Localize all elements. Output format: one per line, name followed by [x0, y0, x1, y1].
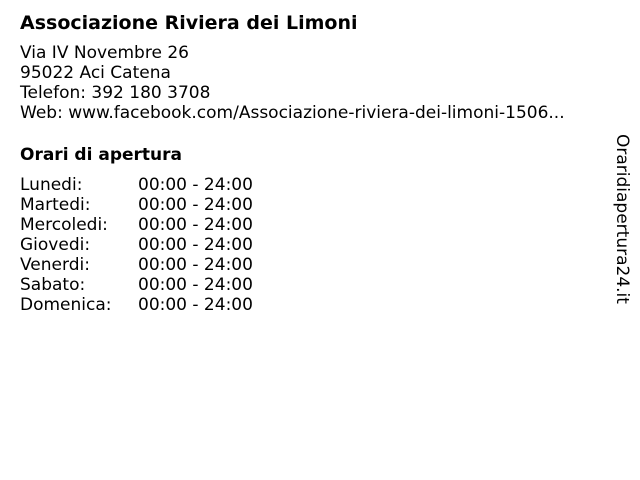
time-range: 00:00 - 24:00	[138, 275, 253, 295]
website-link[interactable]: Web: www.facebook.com/Associazione-riviera-dei-limoni-1506...	[20, 103, 565, 123]
business-card	[20, 11, 600, 315]
time-range: 00:00 - 24:00	[138, 295, 253, 315]
address-city: 95022 Aci Catena	[20, 63, 171, 83]
day-label: Sabato:	[20, 275, 86, 295]
hours-row-saturday	[20, 275, 600, 295]
time-range: 00:00 - 24:00	[138, 255, 253, 275]
day-label: Mercoledi:	[20, 215, 108, 235]
day-label: Martedi:	[20, 195, 91, 215]
day-label: Domenica:	[20, 295, 112, 315]
day-label: Giovedi:	[20, 235, 91, 255]
hours-row-thursday	[20, 235, 600, 255]
time-range: 00:00 - 24:00	[138, 195, 253, 215]
time-range: 00:00 - 24:00	[138, 215, 253, 235]
time-range: 00:00 - 24:00	[138, 175, 253, 195]
business-name: Associazione Riviera dei Limoni	[20, 12, 358, 34]
time-range: 00:00 - 24:00	[138, 235, 253, 255]
address-street: Via IV Novembre 26	[20, 43, 189, 63]
opening-hours-title: Orari di apertura	[20, 145, 182, 165]
hours-row-wednesday	[20, 215, 600, 235]
site-brand-vertical: Oraridiapertura24.it	[612, 134, 632, 304]
day-label: Lunedi:	[20, 175, 83, 195]
hours-row-friday	[20, 255, 600, 275]
hours-row-tuesday	[20, 195, 600, 215]
day-label: Venerdi:	[20, 255, 90, 275]
phone-number: Telefon: 392 180 3708	[20, 83, 211, 103]
hours-row-monday	[20, 175, 600, 195]
hours-row-sunday	[20, 295, 600, 315]
